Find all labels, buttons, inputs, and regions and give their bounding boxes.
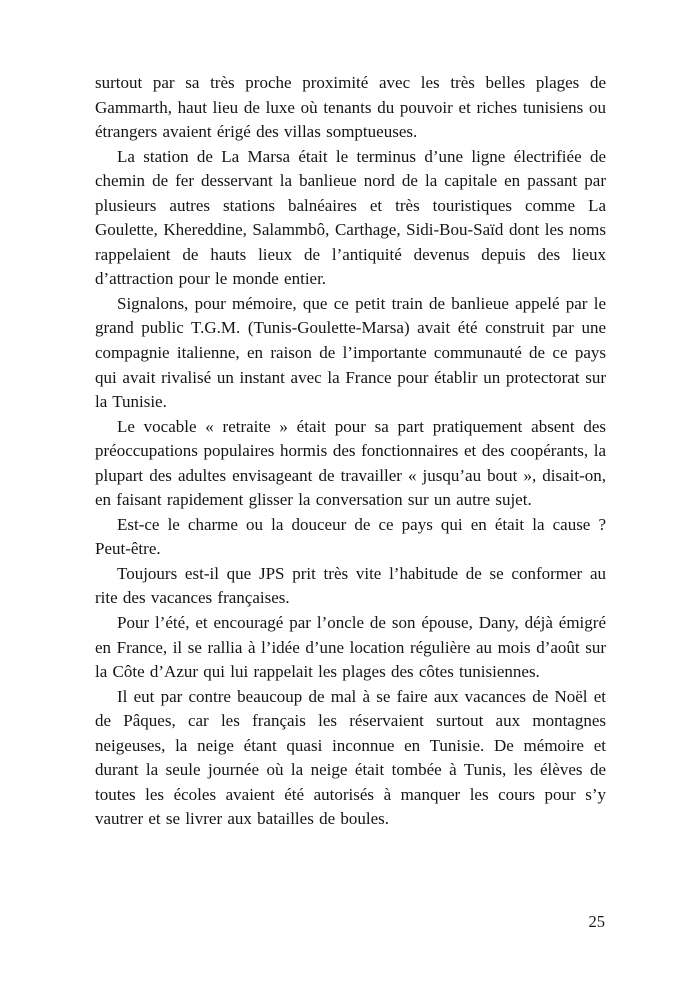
paragraph: Pour l’été, et encouragé par l’oncle de son épouse, Dany, déjà émigré en France, il se rallia à l’idée d’une location régulière au mois d’août sur la Côte d’Azur qui lui rappelait les plages des côtes tunisiennes. [95,613,606,682]
page-text-block [95,71,606,832]
page-number: 25 [588,912,605,931]
paragraph: Il eut par contre beaucoup de mal à se faire aux vacances de Noël et de Pâques, car les français les réservaient surtout aux montagnes neigeuses, la neige étant quasi inconnue en Tunisie. De mémoire et durant la seule journée où la neige était tombée à Tunis, les élèves de toutes les écoles avaient été autorisés à manquer les cours pour s’y vautrer et se livrer aux batailles de boules. [95,686,606,829]
paragraph: Toujours est-il que JPS prit très vite l’habitude de se conformer au rite des vacances françaises. [95,563,606,608]
paragraph: Le vocable « retraite » était pour sa part pratiquement absent des préoccupations populaires hormis des fonctionnaires et des coopérants, la plupart des adultes envisageant de travailler « jusqu’au bout », disait-on, en faisant rapidement glisser la conversation sur un autre sujet. [95,416,606,510]
paragraph: Signalons, pour mémoire, que ce petit train de banlieue appelé par le grand public T.G.M. (Tunis-Goulette-Marsa) avait été construit par une compagnie italienne, en raison de l’importante communauté de ce pays qui avait rivalisé un instant avec la France pour établir un protectorat sur la Tunisie. [95,293,606,412]
paragraph: La station de La Marsa était le terminus d’une ligne électrifiée de chemin de fer desservant la banlieue nord de la capitale en passant par plusieurs autres stations balnéaires et très touristiques comme La Goulette, Khereddine, Salammbô, Carthage, Sidi-Bou-Saïd dont les noms rappelaient de hauts lieux de l’antiquité devenus depuis des lieux d’attraction pour le monde entier. [95,146,606,289]
paragraph: surtout par sa très proche proximité avec les très belles plages de Gammarth, haut lieu de luxe où tenants du pouvoir et riches tunisiens ou étrangers avaient érigé des villas somptueuses. [95,73,606,142]
paragraph: Est-ce le charme ou la douceur de ce pays qui en était la cause ? Peut-être. [95,514,606,559]
